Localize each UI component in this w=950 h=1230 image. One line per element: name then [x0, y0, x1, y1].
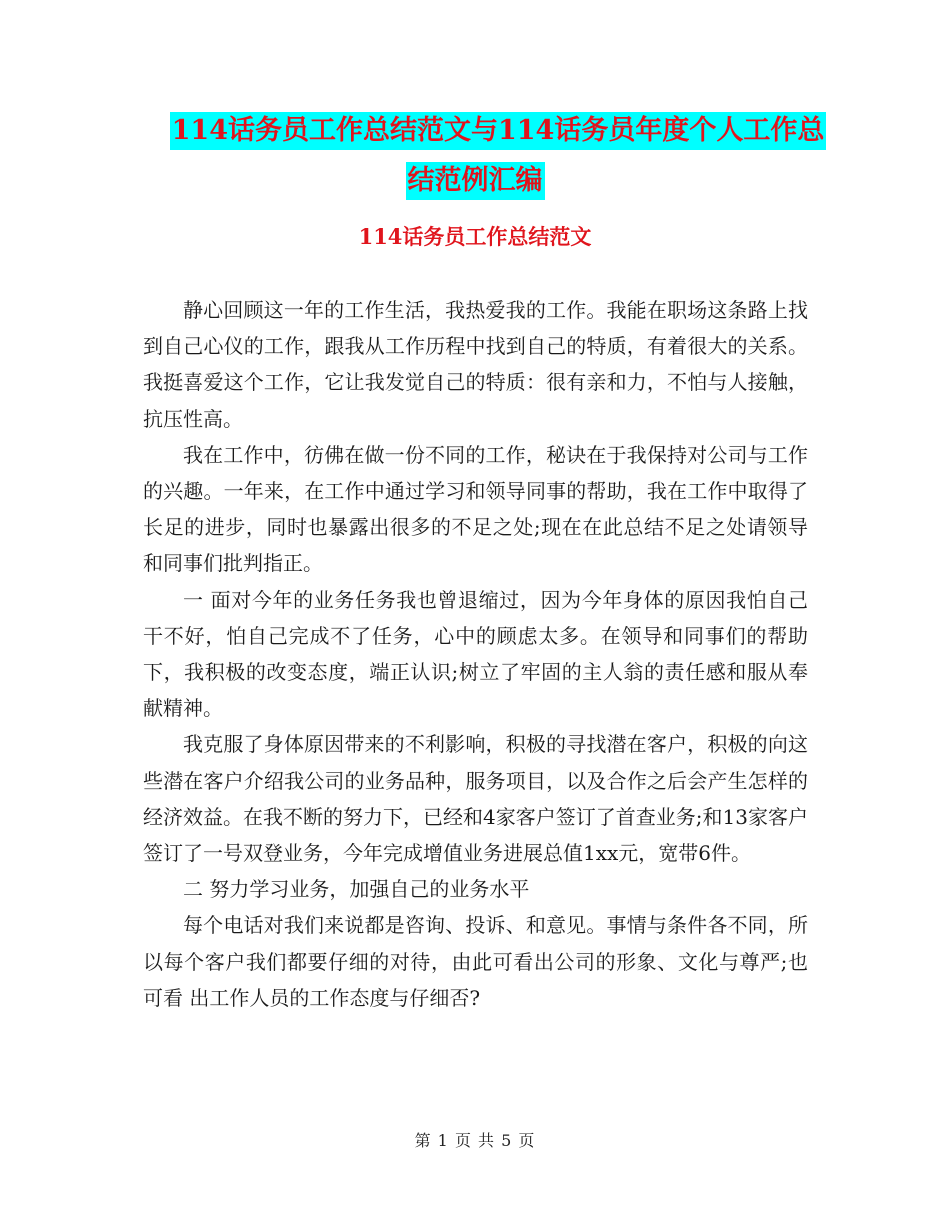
- document-title: [0, 112, 950, 200]
- title-line-2: 结范例汇编: [406, 162, 545, 200]
- page-footer: 第 1 页 共 5 页: [414, 1131, 536, 1150]
- paragraph-heading: 二 努力学习业务，加强自己的业务水平: [183, 877, 530, 902]
- paragraph: 每个电话对我们来说都是咨询、投诉、和意见。事情与条件各不同，所以每个客户我们都要仔细的对待，由此可看出公司的形象、文化与尊严;也可看 出工作人员的工作态度与仔细否?: [143, 913, 808, 1010]
- paragraph: 我克服了身体原因带来的不利影响，积极的寻找潜在客户，积极的向这些潜在客户介绍我公司的业务品种，服务项目，以及合作之后会产生怎样的经济效益。在我不断的努力下，已经和4家客户签订了首查业务;和13家客户签订了一号双登业务，今年完成增值业务进展总值1xx元，宽带6件。: [143, 732, 808, 866]
- document-body: [143, 292, 808, 1016]
- title-line-1: 114话务员工作总结范文与114话务员年度个人工作总: [170, 112, 827, 150]
- paragraph: 一 面对今年的业务任务我也曾退缩过，因为今年身体的原因我怕自己干不好，怕自己完成不了任务，心中的顾虑太多。在领导和同事们的帮助下，我积极的改变态度，端正认识;树立了牢固的主人翁的责任感和服从奉献精神。: [143, 587, 808, 721]
- section-title: 114话务员工作总结范文: [358, 224, 592, 249]
- paragraph: 静心回顾这一年的工作生活，我热爱我的工作。我能在职场这条路上找到自己心仪的工作，跟我从工作历程中找到自己的特质，有着很大的关系。我挺喜爱这个工作，它让我发觉自己的特质：很有亲和力，不怕与人接触，抗压性高。: [143, 298, 808, 431]
- paragraph: 我在工作中，彷佛在做一份不同的工作，秘诀在于我保持对公司与工作的兴趣。一年来，在工作中通过学习和领导同事的帮助，我在工作中取得了长足的进步，同时也暴露出很多的不足之处;现在在此总结不足之处请领导和同事们批判指正。: [143, 442, 808, 576]
